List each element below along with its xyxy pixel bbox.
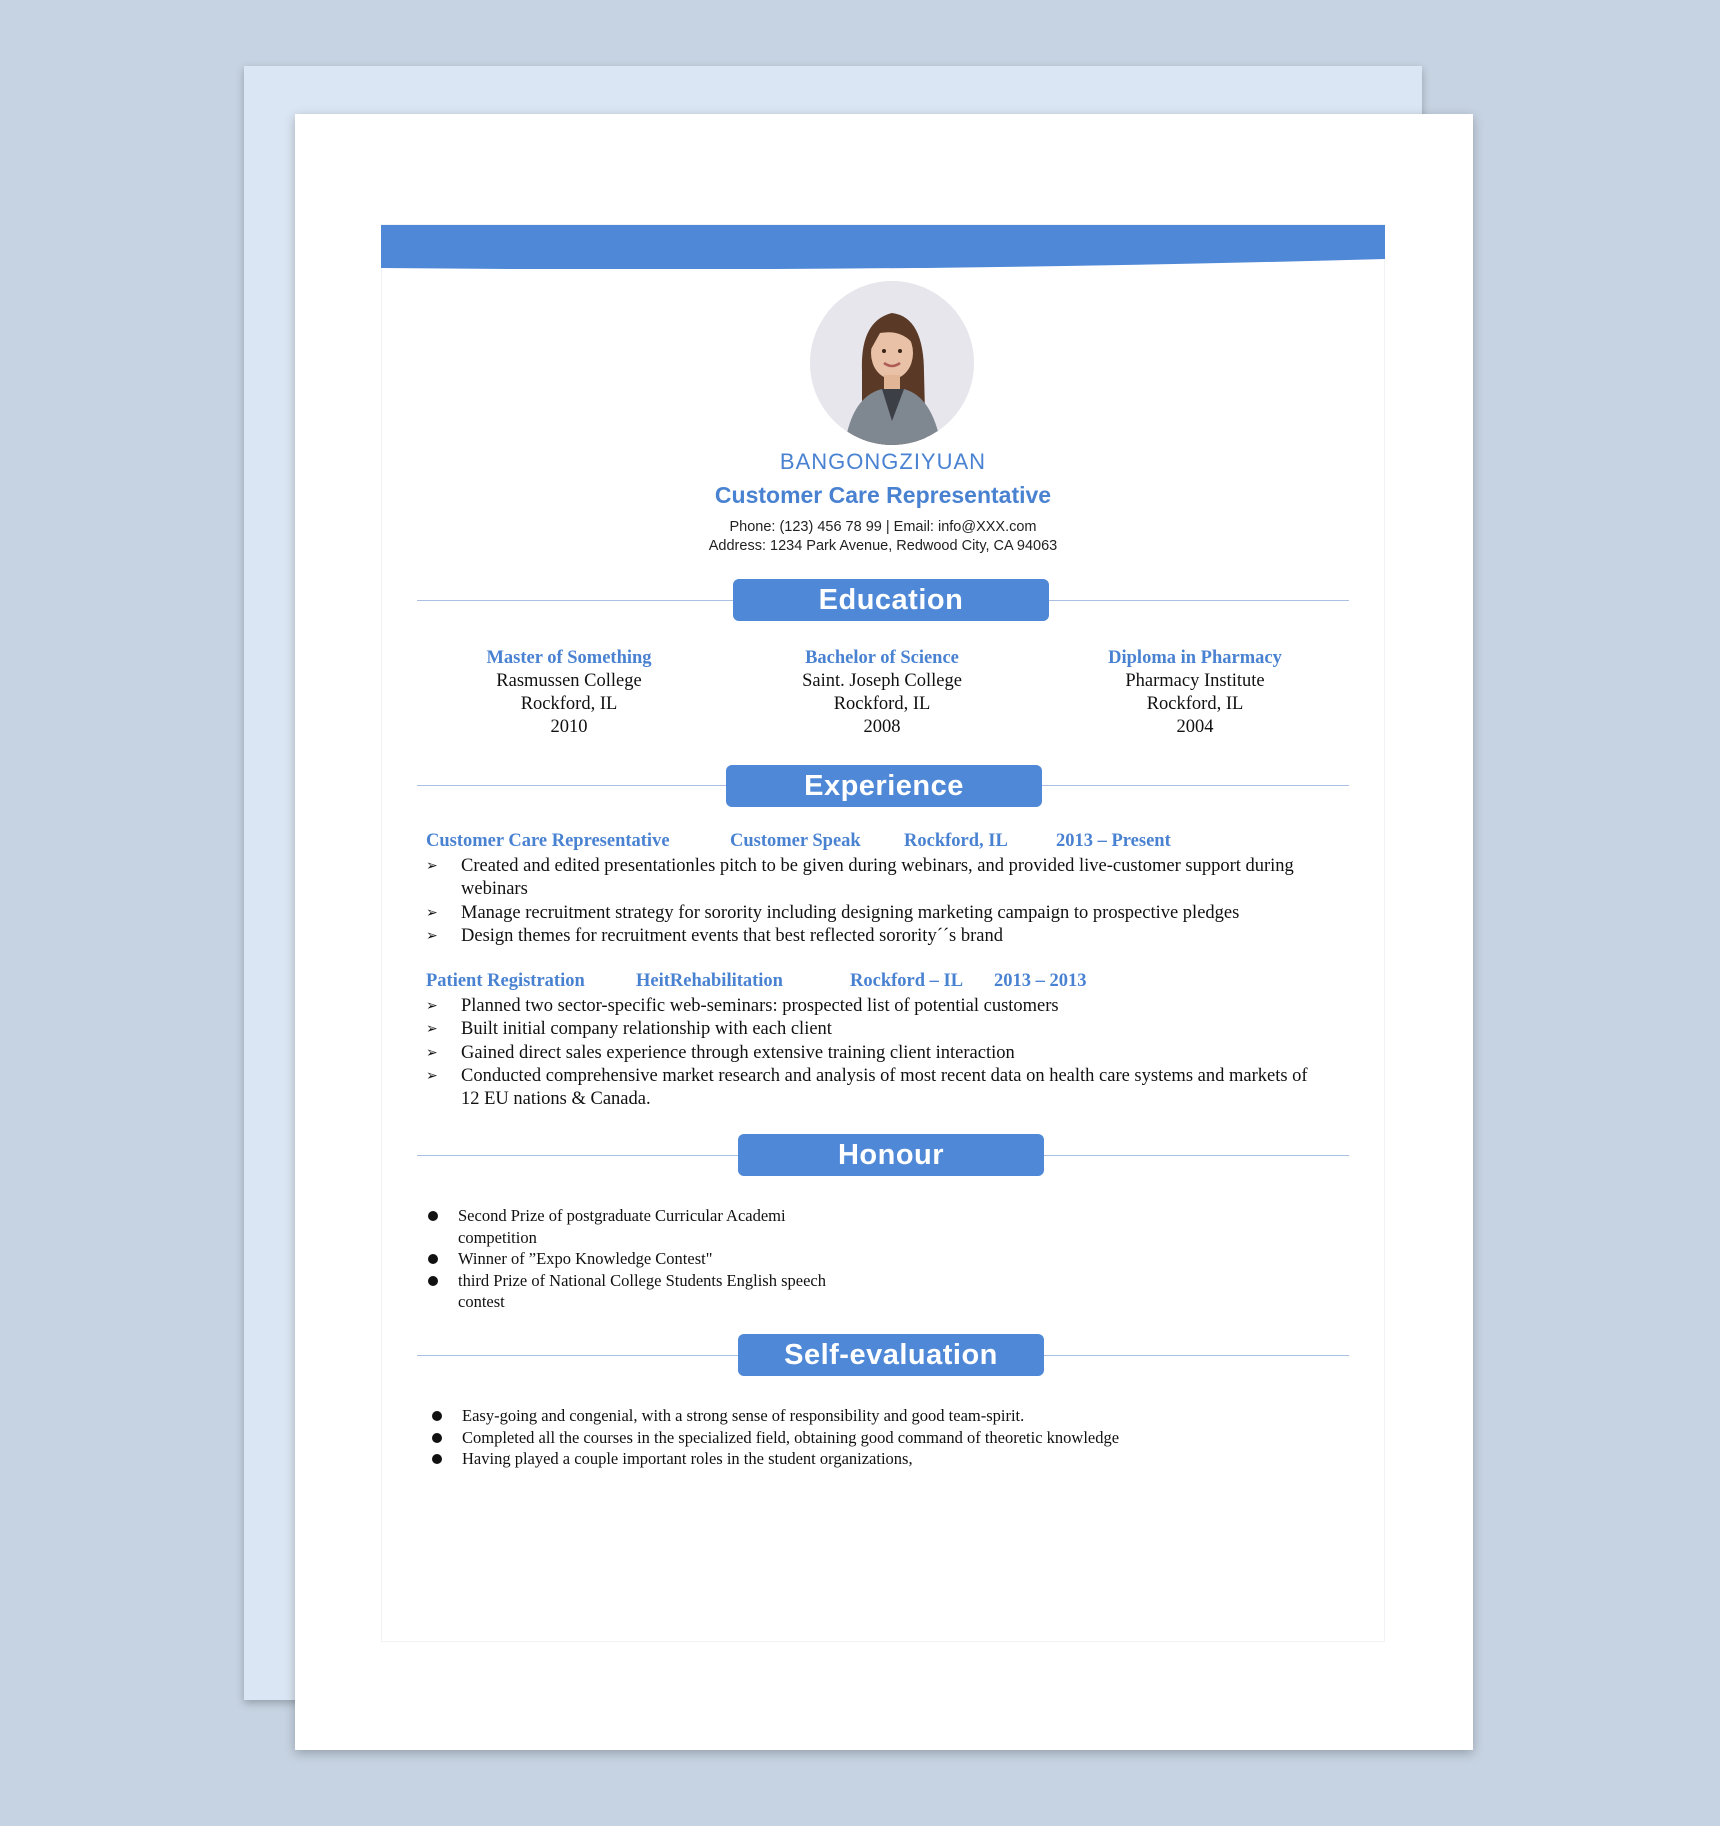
- contact-phone-email: Phone: (123) 456 78 99 | Email: info@XXX.com: [729, 519, 1037, 535]
- education-degree: Master of Something: [486, 648, 652, 668]
- arrow-bullet-icon: ➢: [426, 999, 438, 1014]
- bullet-dot-icon: [428, 1276, 438, 1286]
- list-item: ➢ Manage recruitment strategy for sorority including designing marketing campaign to prospective pledges: [426, 902, 1326, 925]
- arrow-bullet-icon: ➢: [426, 1022, 438, 1038]
- job-period: 2013 – Present: [1056, 831, 1171, 851]
- education-location: Rockford, IL: [1146, 694, 1244, 714]
- job-bullets: [426, 995, 1326, 1111]
- job-period: 2013 – 2013: [994, 971, 1087, 991]
- arrow-bullet-icon: ➢: [426, 905, 438, 921]
- contact-address: Address: 1234 Park Avenue, Redwood City, CA 94063: [708, 538, 1058, 554]
- list-item: ➢ Gained direct sales experience through extensive training client interaction: [426, 1042, 1326, 1065]
- job-position: Customer Care Representative: [426, 831, 670, 851]
- job-bullets: [426, 855, 1326, 948]
- resume-page: [295, 114, 1473, 1750]
- arrow-bullet-icon: ➢: [426, 1045, 438, 1061]
- resume-content: [381, 224, 1385, 1642]
- list-item: Winner of ”Expo Knowledge Contest": [426, 1248, 846, 1270]
- list-item: ➢ Design themes for recruitment events that best reflected sorority´´s brand: [426, 925, 1326, 948]
- list-item: ➢ Created and edited presentationles pitch to be given during webinars, and provided live-customer support during webinars: [426, 856, 1294, 900]
- list-item: Having played a couple important roles in the student organizations,: [430, 1448, 1330, 1470]
- job-company: HeitRehabilitation: [636, 971, 783, 991]
- job-position: Patient Registration: [426, 971, 585, 991]
- list-item: Easy-going and congenial, with a strong sense of responsibility and good team-spirit.: [430, 1405, 1330, 1427]
- experience-heading: Experience: [726, 765, 1042, 807]
- list-item: third Prize of National College Students English speech contest: [426, 1270, 846, 1313]
- list-item: ➢ Conducted comprehensive market research and analysis of most recent data on health care systems and markets of 12 EU nations & Canada.: [426, 1065, 1308, 1110]
- education-entry: [1045, 647, 1345, 739]
- header-band: [381, 225, 1385, 269]
- list-item: ➢ Built initial company relationship with each client: [426, 1018, 1326, 1041]
- arrow-bullet-icon: ➢: [426, 928, 438, 944]
- job-company: Customer Speak: [730, 831, 861, 851]
- education-entry: [419, 647, 719, 739]
- bullet-dot-icon: [432, 1411, 442, 1421]
- education-degree: Diploma in Pharmacy: [1108, 648, 1282, 668]
- education-location: Rockford, IL: [520, 694, 618, 714]
- honour-list: [426, 1205, 846, 1313]
- bullet-dot-icon: [428, 1211, 438, 1221]
- bullet-dot-icon: [428, 1254, 438, 1264]
- education-location: Rockford, IL: [833, 694, 931, 714]
- profile-photo: [810, 281, 974, 445]
- list-item: Completed all the courses in the specialized field, obtaining good command of theoretic knowledge: [430, 1427, 1330, 1449]
- self-evaluation-heading: Self-evaluation: [738, 1334, 1044, 1376]
- education-school: Pharmacy Institute: [1125, 671, 1265, 691]
- self-evaluation-list: [430, 1405, 1330, 1470]
- education-degree: Bachelor of Science: [805, 648, 959, 668]
- arrow-bullet-icon: ➢: [426, 859, 438, 874]
- list-item: ➢ Planned two sector-specific web-seminars: prospected list of potential customers: [426, 995, 1326, 1018]
- bullet-dot-icon: [432, 1454, 442, 1464]
- education-year: 2004: [1176, 717, 1214, 737]
- list-item: Second Prize of postgraduate Curricular Academi competition: [426, 1205, 846, 1248]
- candidate-name: BANGONGZIYUAN: [779, 449, 987, 474]
- education-entry: [732, 647, 1032, 739]
- education-school: Rasmussen College: [496, 671, 642, 691]
- arrow-bullet-icon: ➢: [426, 1068, 438, 1084]
- education-year: 2010: [550, 717, 588, 737]
- job-location: Rockford, IL: [904, 831, 1008, 851]
- education-year: 2008: [863, 717, 901, 737]
- education-heading: Education: [733, 579, 1049, 621]
- education-school: Saint. Joseph College: [802, 671, 962, 691]
- honour-heading: Honour: [738, 1134, 1044, 1176]
- job-location: Rockford – IL: [850, 971, 964, 991]
- candidate-title: Customer Care Representative: [714, 482, 1052, 508]
- bullet-dot-icon: [432, 1433, 442, 1443]
